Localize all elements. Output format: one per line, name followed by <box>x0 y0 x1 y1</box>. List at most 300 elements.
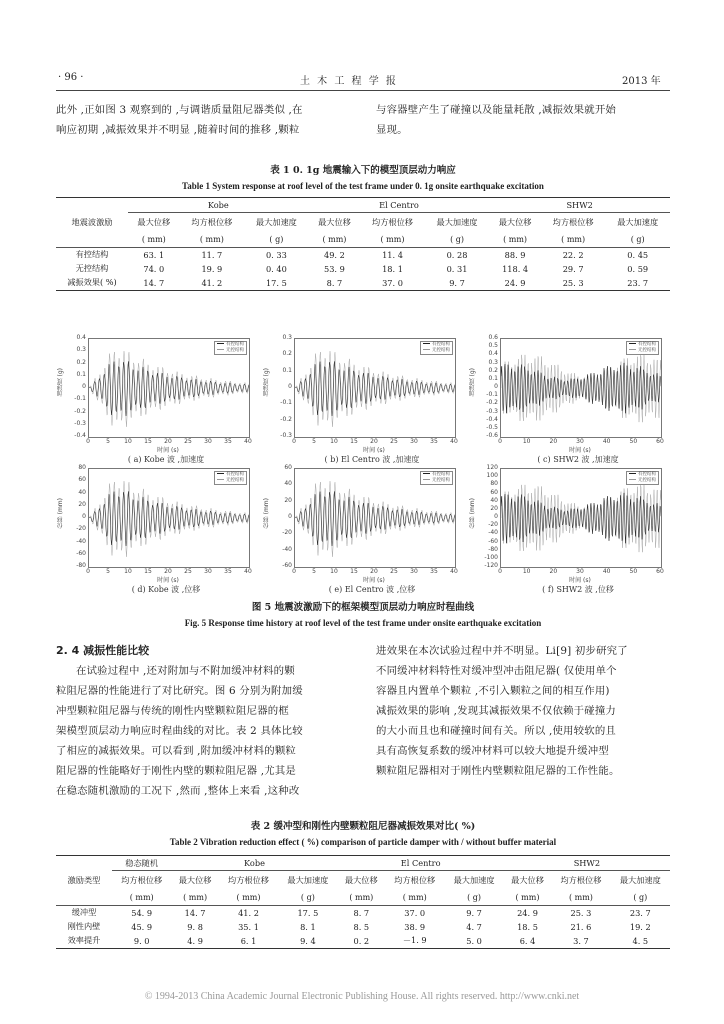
legend-swatch <box>423 343 430 344</box>
y-tick-label: -80 <box>76 562 86 569</box>
text-line: 进效果在本次试验过程中并不明显。Li[9] 初步研究了 <box>376 645 628 657</box>
y-tick-label: 0.3 <box>76 346 86 354</box>
cell: 38. 9 <box>404 921 426 932</box>
cell: 35. 1 <box>238 921 259 932</box>
x-tick-label: 35 <box>224 568 232 575</box>
x-tick-label: 15 <box>350 568 358 575</box>
col-name: 最大位移 <box>344 875 378 886</box>
x-tick-label: 20 <box>549 438 558 445</box>
y-tick-label: 0.1 <box>76 370 86 378</box>
cell: 0. 45 <box>605 247 670 262</box>
text-line: 与容器壁产生了碰撞以及能量耗散 ,减振效果就开始 <box>376 104 616 116</box>
y-tick-label: 0 <box>82 513 86 520</box>
y-tick-label: -0.2 <box>486 399 498 407</box>
legend-swatch <box>423 349 430 350</box>
x-tick-label: 35 <box>224 438 232 445</box>
col-unit: ( g) <box>269 235 284 244</box>
y-tick-label: -0.4 <box>486 415 498 423</box>
y-tick-label: 0.2 <box>488 366 498 374</box>
cell: 63. 1 <box>128 247 180 262</box>
y-tick-label: -40 <box>282 545 292 553</box>
y-tick-label: 0.6 <box>488 334 498 341</box>
section-heading: 2. 4 减振性能比较 <box>56 644 150 657</box>
table1 <box>56 197 670 291</box>
col-unit: ( g) <box>300 893 315 902</box>
x-tick-label: 60 <box>656 568 664 575</box>
legend-label: 无控结构 <box>432 348 450 353</box>
y-axis-label: 加速度 (g) <box>57 368 64 397</box>
uncontrolled-trace <box>295 481 455 557</box>
col-unit: ( g) <box>450 235 464 244</box>
y-tick-label: 120 <box>486 464 498 471</box>
x-tick-label: 15 <box>144 568 152 575</box>
y-tick-label: -80 <box>488 545 498 553</box>
legend-label: 有控结构 <box>638 342 656 347</box>
y-axis-label: 位移 (mm) <box>469 498 476 529</box>
col-name: 最大位移 <box>178 875 212 886</box>
figure5-panel <box>262 462 462 594</box>
legend-swatch <box>217 349 224 350</box>
y-tick-label: 0.1 <box>282 366 292 374</box>
y-tick-label: -20 <box>282 529 292 537</box>
cell: 18. 1 <box>382 263 403 274</box>
table1-caption <box>56 162 670 191</box>
x-tick-label: 10 <box>522 568 531 575</box>
x-tick-label: 10 <box>330 568 338 575</box>
table2-caption-en: Table 2 Vibration reduction effect ( %) comparison of particle damper with / without buffer material <box>169 837 557 847</box>
legend-label: 有控结构 <box>432 472 450 477</box>
row-label: 减振效果( %) <box>56 276 128 291</box>
cell: 37. 0 <box>360 276 425 291</box>
cell: 0. 2 <box>338 934 385 949</box>
cell: 21. 6 <box>570 921 592 932</box>
y-tick-label: 80 <box>78 464 86 471</box>
cell: 9. 7 <box>444 905 503 920</box>
panel-caption: ( d) Kobe 波 ,位移 <box>131 585 201 594</box>
legend-label: 无控结构 <box>226 478 244 483</box>
x-tick-label: 5 <box>312 568 316 575</box>
cell: 8. 7 <box>309 276 361 291</box>
figure5-caption-cn: 图 5 地震波激励下的框架模型顶层动力响应时程曲线 <box>251 602 475 613</box>
y-tick-label: 0 <box>288 513 292 520</box>
y-tick-label: -0.1 <box>486 391 498 399</box>
y-tick-label: 0.4 <box>76 334 86 341</box>
col-unit: ( g) <box>630 235 645 244</box>
x-tick-label: 30 <box>576 568 584 575</box>
x-tick-label: 5 <box>106 568 110 575</box>
table2-group: El Centro <box>338 856 504 871</box>
x-tick-label: 10 <box>124 438 132 445</box>
y-tick-label: -60 <box>282 562 292 569</box>
x-tick-label: 40 <box>244 568 252 575</box>
y-axis-label: 加速度 (g) <box>263 368 270 397</box>
cell: 41. 2 <box>180 276 245 291</box>
x-tick-label: 20 <box>370 568 378 575</box>
x-tick-label: 20 <box>549 568 558 575</box>
col-name: 最大位移 <box>511 875 544 886</box>
legend <box>420 471 453 485</box>
x-tick-label: 50 <box>629 568 638 575</box>
legend-swatch <box>629 473 636 474</box>
table1-row-header: 地震波激励 <box>56 198 128 248</box>
y-tick-label: -0.3 <box>486 407 498 415</box>
y-tick-label: -0.3 <box>74 419 86 427</box>
x-tick-label: 20 <box>370 438 378 445</box>
y-tick-label: 0 <box>82 383 86 390</box>
text-line: 响应初期 ,减振效果并不明显 ,随着时间的推移 ,颗粒 <box>56 124 300 136</box>
cell: 4. 5 <box>611 934 670 949</box>
x-tick-label: 0 <box>86 568 90 575</box>
cell: 37. 0 <box>385 905 444 920</box>
x-tick-label: 25 <box>184 438 192 445</box>
table1-caption-en: Table 1 System response at roof level of the test frame under 0. 1g onsite earthquake excitation <box>182 181 544 191</box>
cell: 0. 31 <box>446 263 468 274</box>
y-tick-label: 60 <box>78 476 86 484</box>
row-label: 效率提升 <box>56 934 112 949</box>
section-text-right <box>376 641 676 781</box>
cell: 118. 4 <box>502 263 529 274</box>
col-name: 均方根位移 <box>560 875 602 886</box>
uncontrolled-trace <box>295 351 455 427</box>
row-label: 无控结构 <box>75 263 109 273</box>
legend-entry <box>423 348 450 354</box>
x-tick-label: 20 <box>164 568 172 575</box>
row-label: 刚性内壁 <box>67 921 101 931</box>
y-tick-label: 0.1 <box>488 374 498 382</box>
legend-label: 无控结构 <box>226 348 244 353</box>
legend-label: 有控结构 <box>226 472 244 477</box>
figure5-panel <box>262 332 462 464</box>
y-tick-label: 0 <box>494 383 498 390</box>
legend <box>420 341 453 355</box>
y-tick-label: 20 <box>284 496 292 504</box>
x-tick-label: 30 <box>204 438 212 445</box>
y-tick-label: 100 <box>486 472 498 480</box>
legend <box>214 471 247 485</box>
panel-caption: ( e) El Centro 波 ,位移 <box>328 585 416 594</box>
legend-label: 无控结构 <box>638 478 656 483</box>
col-name: 均方根位移 <box>228 875 269 886</box>
cell: 25. 3 <box>541 276 606 291</box>
legend-label: 有控结构 <box>432 342 450 347</box>
y-tick-label: 0.4 <box>488 350 498 358</box>
x-axis-label: 时间 (s) <box>363 577 385 584</box>
y-tick-label: -20 <box>76 525 86 533</box>
col-name: 均方根位移 <box>372 217 413 228</box>
cell: 53. 9 <box>324 263 345 274</box>
y-tick-label: -40 <box>76 537 86 545</box>
col-unit: ( mm) <box>129 893 154 902</box>
col-name: 最大加速度 <box>453 875 495 886</box>
col-unit: ( g) <box>467 893 482 902</box>
cell: 0. 40 <box>265 263 287 274</box>
x-tick-label: 25 <box>390 438 398 445</box>
col-unit: ( mm) <box>515 893 540 902</box>
panel-caption: ( b) El Centro 波 ,加速度 <box>324 455 420 464</box>
page-number: · 96 · <box>58 72 84 83</box>
col-name: 均方根位移 <box>121 875 163 886</box>
row-label: 缓冲型 <box>56 905 112 920</box>
footer-copyright: © 1994-2013 China Academic Journal Electronic Publishing House. All rights reserved. http://www.cnki.net <box>144 991 580 1002</box>
col-name: 最大位移 <box>318 217 351 228</box>
cell: 9. 0 <box>112 934 171 949</box>
x-tick-label: 0 <box>292 438 296 445</box>
table2-group: Kobe <box>171 856 337 871</box>
col-name: 均方根位移 <box>394 875 436 886</box>
top-text-right <box>376 100 676 140</box>
cell: 17. 5 <box>244 276 309 291</box>
y-tick-label: -100 <box>484 553 498 561</box>
panel-caption: ( c) SHW2 波 ,加速度 <box>537 455 619 464</box>
uncontrolled-trace <box>89 351 249 427</box>
legend-swatch <box>629 479 636 480</box>
x-tick-label: 40 <box>602 568 611 575</box>
x-axis-label: 时间 (s) <box>157 447 179 454</box>
col-name: 最大位移 <box>498 217 532 228</box>
table2-caption-cn: 表 2 缓冲型和刚性内壁颗粒阻尼器减振效果对比( %) <box>250 821 476 832</box>
legend-swatch <box>423 473 430 474</box>
cell: 11. 4 <box>360 247 425 262</box>
cell: 18. 5 <box>517 921 538 932</box>
cell: 23. 7 <box>611 905 670 920</box>
x-tick-label: 30 <box>204 568 212 575</box>
x-tick-label: 30 <box>576 438 584 445</box>
legend-label: 无控结构 <box>432 478 450 483</box>
table1-group: Kobe <box>128 198 309 213</box>
x-tick-label: 40 <box>450 568 458 575</box>
text-line: 容器且内置单个颗粒 ,不引入颗粒之间的相互作用) <box>376 685 610 697</box>
legend <box>214 341 247 355</box>
cell: 4. 9 <box>171 934 218 949</box>
col-name: 最大加速度 <box>619 875 661 886</box>
cell: 11. 7 <box>180 247 245 262</box>
cell: 23. 7 <box>605 276 670 291</box>
table2-grid <box>56 855 670 949</box>
uncontrolled-trace <box>89 481 249 557</box>
top-text-left <box>56 100 356 140</box>
text-line: 减振效果的影响 ,发现其减振效果不仅依赖于碰撞力 <box>376 705 616 717</box>
cell: 24. 9 <box>504 905 551 920</box>
x-tick-label: 5 <box>312 438 316 445</box>
cell: 14. 7 <box>128 276 180 291</box>
x-tick-label: 40 <box>602 438 611 445</box>
y-axis-label: 位移 (mm) <box>263 498 270 529</box>
cell: 9. 7 <box>425 276 490 291</box>
cell: 3. 7 <box>551 934 610 949</box>
x-tick-label: 40 <box>450 438 458 445</box>
y-tick-label: 60 <box>284 464 292 471</box>
x-tick-label: 25 <box>390 568 398 575</box>
x-tick-label: 20 <box>164 438 172 445</box>
cell: 29. 7 <box>562 263 584 274</box>
x-tick-label: 35 <box>430 438 438 445</box>
cell: 5. 0 <box>444 934 503 949</box>
figure5-panel <box>56 332 256 464</box>
x-tick-label: 30 <box>410 568 418 575</box>
cell: 19. 9 <box>201 263 223 274</box>
legend-entry <box>629 348 656 354</box>
cell: 14. 7 <box>171 905 218 920</box>
text-line: 的大小而且也和碰撞时间有关。所以 ,使用较软的且 <box>376 725 616 737</box>
x-tick-label: 30 <box>410 438 418 445</box>
cell: 24. 9 <box>489 276 541 291</box>
cell: －1. 9 <box>385 934 444 949</box>
table1-grid <box>56 197 670 291</box>
y-tick-label: -60 <box>76 549 86 557</box>
text-line: 此外 ,正如图 3 观察到的 ,与调谐质量阻尼器类似 ,在 <box>56 104 303 116</box>
col-unit: ( mm) <box>402 893 427 902</box>
figure5 <box>56 332 670 594</box>
text-line: 在稳态随机激励的工况下 ,然而 ,整体上来看 ,这种改 <box>56 785 300 797</box>
y-tick-label: 20 <box>490 504 498 512</box>
col-unit: ( mm) <box>503 235 528 244</box>
uncontrolled-trace <box>501 355 661 422</box>
y-tick-label: 0.3 <box>282 334 292 341</box>
uncontrolled-trace <box>501 485 661 552</box>
col-name: 均方根位移 <box>552 217 594 228</box>
figure5-panel <box>56 462 256 594</box>
y-tick-label: -120 <box>484 562 498 569</box>
cell: 8. 1 <box>300 921 316 932</box>
year: 2013 年 <box>622 76 661 87</box>
table2 <box>56 855 670 949</box>
table1-group: SHW2 <box>489 198 670 213</box>
col-name: 最大位移 <box>137 217 171 228</box>
x-tick-label: 0 <box>498 438 502 445</box>
cell: 41. 2 <box>219 905 278 920</box>
legend-swatch <box>217 479 224 480</box>
legend-label: 有控结构 <box>226 342 244 347</box>
y-tick-label: -0.3 <box>280 432 292 439</box>
col-unit: ( mm) <box>380 235 405 244</box>
cell: 74. 0 <box>143 263 165 274</box>
text-line: 了相应的减振效果。可以看到 ,附加缓冲材料的颗粒 <box>56 745 296 757</box>
x-tick-label: 60 <box>656 438 664 445</box>
y-tick-label: -0.2 <box>74 407 86 415</box>
legend-swatch <box>217 343 224 344</box>
table2-caption <box>56 818 670 847</box>
text-line: 粒阻尼器的性能进行了对比研究。图 6 分别为附加缓 <box>56 685 303 697</box>
cell: 0. 28 <box>425 247 490 262</box>
col-name: 最大加速度 <box>617 217 659 228</box>
y-tick-label: 80 <box>490 480 498 488</box>
x-tick-label: 5 <box>106 438 110 445</box>
col-unit: ( mm) <box>568 893 593 902</box>
legend <box>626 341 659 355</box>
cell: 9. 8 <box>187 921 203 932</box>
panel-caption: ( a) Kobe 波 ,加速度 <box>127 455 205 464</box>
x-tick-label: 25 <box>184 568 192 575</box>
cell: 45. 9 <box>131 921 153 932</box>
col-name: 最大加速度 <box>287 875 329 886</box>
legend-entry <box>423 478 450 484</box>
x-tick-label: 0 <box>498 568 502 575</box>
section-text-left <box>56 661 356 801</box>
text-line: 不同缓冲材料特性对缓冲型冲击阻尼器( 仅使用单个 <box>376 665 617 677</box>
col-unit: ( mm) <box>561 235 586 244</box>
header-rule <box>56 90 670 91</box>
col-unit: ( mm) <box>199 235 224 244</box>
y-tick-label: -0.1 <box>74 395 86 403</box>
x-tick-label: 10 <box>522 438 531 445</box>
y-tick-label: 40 <box>490 496 498 504</box>
row-label: 有控结构 <box>56 247 128 262</box>
cell: 49. 2 <box>309 247 361 262</box>
legend-entry <box>217 478 244 484</box>
cell: 8. 5 <box>353 921 370 932</box>
cell: 4. 7 <box>466 921 482 932</box>
x-tick-label: 15 <box>350 438 358 445</box>
controlled-trace <box>501 363 661 413</box>
cell: 9. 4 <box>278 934 337 949</box>
legend-label: 无控结构 <box>638 348 656 353</box>
col-name: 最大加速度 <box>436 217 478 228</box>
x-axis-label: 时间 (s) <box>569 577 591 584</box>
legend-label: 有控结构 <box>638 472 656 477</box>
y-tick-label: 20 <box>78 500 86 508</box>
cell: 88. 9 <box>489 247 541 262</box>
x-axis-label: 时间 (s) <box>569 447 591 454</box>
y-tick-label: 0 <box>288 383 292 390</box>
table1-caption-cn: 表 1 0. 1g 地震输入下的模型顶层动力响应 <box>270 165 456 176</box>
cell: 6. 1 <box>219 934 278 949</box>
text-line: 阻尼器的性能略好于刚性内壁的颗粒阻尼器 ,尤其是 <box>56 765 296 777</box>
y-tick-label: -0.6 <box>486 432 498 439</box>
cell: 54. 9 <box>112 905 171 920</box>
legend <box>626 471 659 485</box>
y-tick-label: 40 <box>78 488 86 496</box>
x-tick-label: 15 <box>144 438 152 445</box>
x-tick-label: 10 <box>330 438 338 445</box>
text-line: 颗粒阻尼器相对于刚性内壁颗粒阻尼器的工作性能。 <box>376 765 620 777</box>
y-tick-label: 0.2 <box>282 350 292 358</box>
figure5-caption-en: Fig. 5 Response time history at roof level of the test frame under onsite earthquake excitation <box>184 618 542 628</box>
y-axis-label: 位移 (mm) <box>57 498 64 529</box>
col-unit: ( mm) <box>141 235 166 244</box>
y-tick-label: -20 <box>488 521 498 529</box>
x-tick-label: 0 <box>292 568 296 575</box>
text-line: 冲型颗粒阻尼器与传统的刚性内壁颗粒阻尼器的框 <box>56 705 289 717</box>
y-tick-label: -60 <box>488 537 498 545</box>
x-tick-label: 0 <box>86 438 90 445</box>
legend-swatch <box>629 343 636 344</box>
col-name: 最大加速度 <box>255 217 297 228</box>
cell: 25. 3 <box>551 905 610 920</box>
x-tick-label: 10 <box>124 568 132 575</box>
figure5-caption <box>56 599 670 628</box>
cell: 8. 7 <box>338 905 385 920</box>
x-axis-label: 时间 (s) <box>363 447 385 454</box>
legend-swatch <box>217 473 224 474</box>
x-tick-label: 40 <box>244 438 252 445</box>
legend-entry <box>629 478 656 484</box>
text-line: 显现。 <box>376 124 408 136</box>
x-tick-label: 35 <box>430 568 438 575</box>
y-tick-label: 0.2 <box>76 358 86 366</box>
y-tick-label: 60 <box>490 488 498 496</box>
y-tick-label: -0.2 <box>280 415 292 423</box>
x-tick-label: 50 <box>629 438 638 445</box>
y-tick-label: 0.3 <box>488 358 498 366</box>
col-unit: ( mm) <box>349 893 374 902</box>
table2-row-header: 激励类型 <box>56 856 112 906</box>
figure5-panel <box>468 332 668 464</box>
y-axis-label: 加速度 (g) <box>469 368 476 397</box>
text-line: 具有高恢复系数的缓冲材料可以较大地提升缓冲型 <box>376 745 609 757</box>
table2-group: SHW2 <box>504 856 670 871</box>
y-tick-label: 40 <box>284 480 292 488</box>
y-tick-label: 0 <box>494 513 498 520</box>
